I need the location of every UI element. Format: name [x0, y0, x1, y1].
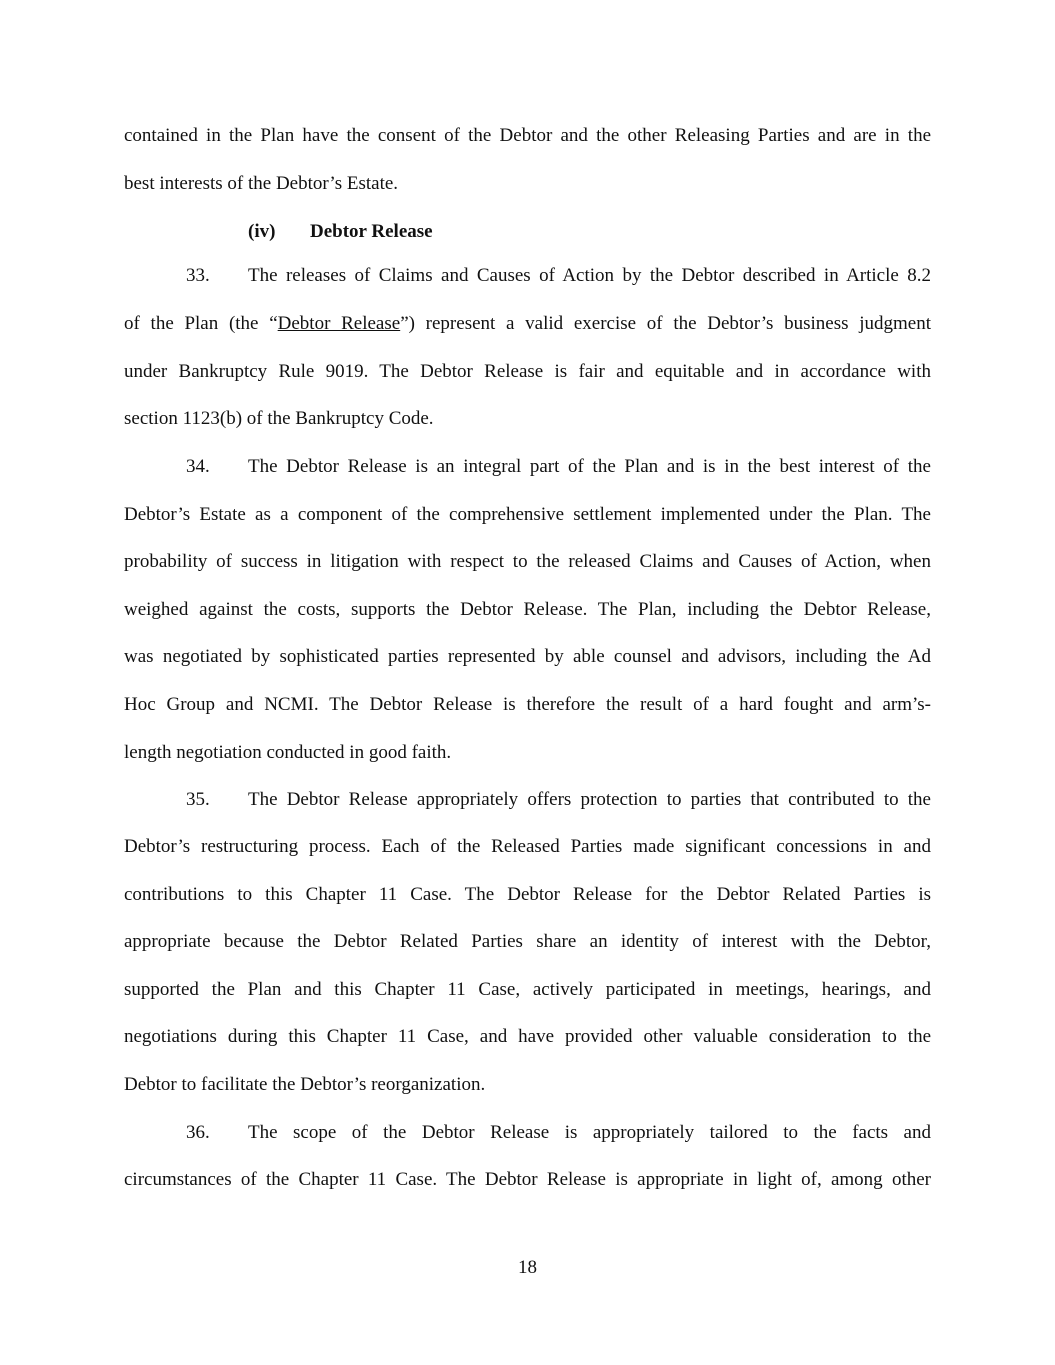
text-line: contained in the Plan have the consent of the Debtor and the other Releasing Parties and are in the: [124, 125, 931, 146]
text-line: negotiations during this Chapter 11 Case, and have provided other valuable consideration to the: [124, 1026, 931, 1047]
text-line: was negotiated by sophisticated parties represented by able counsel and advisors, including the Ad: [124, 646, 931, 667]
text-line: probability of success in litigation with respect to the released Claims and Causes of Action, when: [124, 551, 931, 572]
paragraph-first-line: [124, 264, 931, 288]
paragraph-text: The Debtor Release appropriately offers protection to parties that contributed to the: [248, 789, 931, 810]
paragraph-number: 35.: [186, 789, 210, 810]
text-line: [124, 312, 931, 336]
text-line: circumstances of the Chapter 11 Case. The Debtor Release is appropriate in light of, among other: [124, 1169, 931, 1190]
text-line: Debtor to facilitate the Debtor’s reorganization.: [124, 1074, 486, 1095]
text-line: Debtor’s Estate as a component of the comprehensive settlement implemented under the Plan. The: [124, 504, 931, 525]
paragraph-number: 36.: [186, 1122, 210, 1143]
paragraph-first-line: [124, 1121, 931, 1145]
section-heading-title: Debtor Release: [310, 221, 433, 242]
text-line: supported the Plan and this Chapter 11 Case, actively participated in meetings, hearings, and: [124, 979, 931, 1000]
text-segment: of the Plan (the “: [124, 313, 278, 334]
paragraph-number: 33.: [186, 265, 210, 286]
text-line: contributions to this Chapter 11 Case. The Debtor Release for the Debtor Related Parties is: [124, 884, 931, 905]
paragraph-text: The releases of Claims and Causes of Action by the Debtor described in Article 8.2: [248, 265, 931, 286]
text-line: Hoc Group and NCMI. The Debtor Release is therefore the result of a hard fought and arm’s-: [124, 694, 931, 715]
section-heading-number: (iv): [248, 221, 276, 242]
text-line: Debtor’s restructuring process. Each of the Released Parties made significant concessions in and: [124, 836, 931, 857]
paragraph-text: The scope of the Debtor Release is appropriately tailored to the facts and: [248, 1122, 931, 1143]
defined-term: Debtor Release: [277, 313, 401, 334]
paragraph-first-line: [124, 455, 931, 479]
paragraph-first-line: [124, 788, 931, 812]
text-line: section 1123(b) of the Bankruptcy Code.: [124, 408, 434, 429]
paragraph-number: 34.: [186, 456, 210, 477]
section-heading: [248, 220, 433, 244]
text-line: appropriate because the Debtor Related Parties share an identity of interest with the Debtor,: [124, 931, 931, 952]
paragraph-text: The Debtor Release is an integral part of the Plan and is in the best interest of the: [248, 456, 931, 477]
text-line: best interests of the Debtor’s Estate.: [124, 173, 399, 194]
text-line: length negotiation conducted in good faith.: [124, 742, 452, 763]
page-number: 18: [518, 1257, 537, 1278]
text-line: weighed against the costs, supports the Debtor Release. The Plan, including the Debtor Release,: [124, 599, 931, 620]
text-segment: ”) represent a valid exercise of the Debtor’s business judgment: [400, 313, 931, 334]
text-line: under Bankruptcy Rule 9019. The Debtor Release is fair and equitable and in accordance with: [124, 361, 931, 382]
